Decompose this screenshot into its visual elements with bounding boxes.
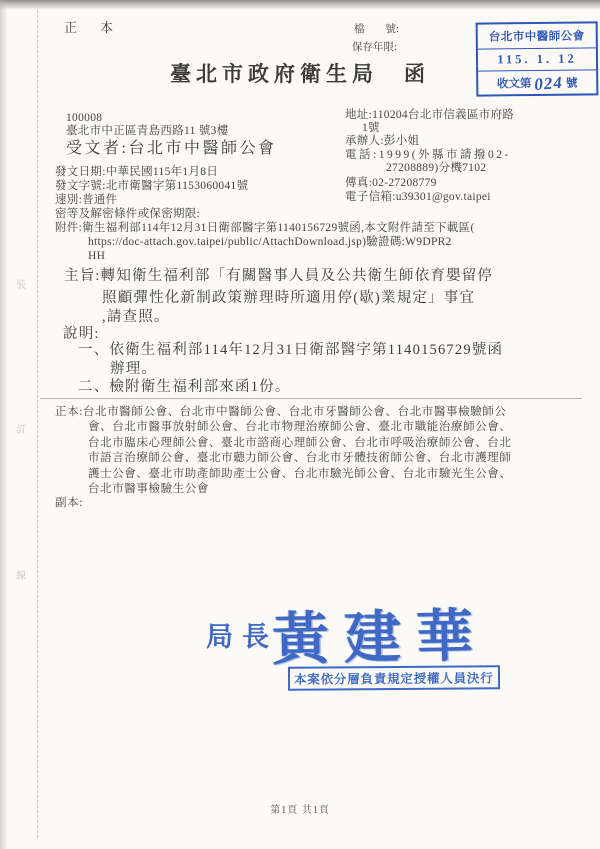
binding-mark: 線 — [16, 571, 26, 582]
stamp-receipt-prefix: 收文第 — [496, 77, 532, 90]
scan-edge-left — [0, 0, 8, 849]
attachment-line: https://doc-attach.gov.taipei/public/AttachDownload.jsp)驗證碼:W9DPR2 — [88, 236, 452, 248]
explanation-item: 二、檢附衛生福利部來函1份。 — [78, 379, 291, 395]
signer-title: 局長 — [206, 622, 278, 652]
scan-edge-top — [0, 0, 600, 10]
attachment-line: 附件:衛生福利部114年12月31日衛部醫字第1140156729號函,本文附件請至下載區( — [55, 222, 475, 234]
sender-address-line2: 1號 — [362, 122, 380, 134]
section-divider — [40, 398, 582, 399]
original-recipients-line: 會、台北市醫事放射師公會、台北市物理治療師公會、臺北市職能治療師公會、 — [88, 421, 512, 433]
document-title: 臺北市政府衛生局 函 — [170, 62, 430, 86]
doc-number-line: 發文字號:北市衛醫字第1153060041號 — [55, 180, 249, 192]
security-class-line: 密等及解密條件或保密期限: — [55, 208, 201, 220]
signer-name-stamp: 黃建華 — [271, 604, 489, 673]
copy-recipients-label: 副本: — [55, 497, 83, 509]
sender-address-line1: 地址:110204台北市信義區市府路 — [345, 109, 515, 121]
binding-mark: 裝 — [16, 280, 26, 291]
binding-mark: 訂 — [16, 425, 26, 436]
original-recipients-line: 台北市臨床心理師公會、臺北市諮商心理師公會、台北市呼吸治療師公會、台北 — [88, 437, 512, 449]
subject-line: ,請查照。 — [102, 309, 170, 325]
copy-type-label: 正 本 — [64, 20, 119, 35]
speed-class-line: 速別:普通件 — [55, 194, 118, 206]
original-recipients-line: 市語言治療師公會、臺北市聽力師公會、台北市牙體技術師公會、台北市護理師 — [88, 452, 512, 464]
receipt-stamp — [476, 21, 599, 96]
sender-email: 電子信箱:u39301@gov.taipei — [345, 191, 491, 203]
explanation-item-continuation: 辦理。 — [110, 361, 158, 377]
stamp-receipt-number: 024 — [533, 72, 564, 94]
authorization-note-stamp: 本案依分層負責規定授權人員決行 — [288, 665, 500, 690]
file-number-label: 檔 號: — [354, 24, 399, 35]
stamp-organization: 台北市中醫師公會 — [488, 30, 585, 44]
original-recipients-line: 正本:台北市醫師公會、台北市中醫師公會、台北市牙醫師公會、台北市醫事檢驗師公 — [55, 406, 507, 418]
sender-fax: 傳真:02-27208779 — [345, 177, 437, 189]
sender-contact-person: 承辦人:彭小姐 — [345, 135, 420, 147]
page-number-footer: 第1頁 共1頁 — [270, 805, 330, 816]
original-recipients-line: 護士公會、臺北市助產師助產士公會、台北市驗光師公會、台北市驗光生公會、 — [88, 468, 512, 480]
issue-date-line: 發文日期:中華民國115年1月8日 — [55, 166, 219, 178]
sender-phone-line2: 27208889)分機7102 — [386, 162, 487, 174]
stamp-receipt-number-line — [478, 69, 596, 94]
original-recipients-line: 台北市醫事檢驗生公會 — [88, 483, 209, 495]
binding-dotted-line — [37, 10, 38, 838]
stamp-date: 115. 1. 12 — [478, 47, 596, 70]
stamp-receipt-suffix: 號 — [565, 77, 578, 90]
sender-phone-line1: 電話:1999(外縣市請撥02- — [345, 149, 511, 161]
recipient-name-line: 受文者:台北市中醫師公會 — [66, 140, 277, 157]
recipient-postal-code: 100008 — [66, 112, 103, 124]
retention-period-label: 保存年限: — [352, 42, 397, 53]
attachment-line: HH — [88, 250, 106, 262]
subject-line: 照顧彈性化新制政策辦理時所適用停(歇)業規定」事宜 — [102, 290, 476, 306]
explanation-label: 說明: — [63, 326, 100, 342]
recipient-address: 臺北市中正區青島西路11 號3樓 — [66, 125, 229, 137]
subject-line: 主旨:轉知衛生福利部「有關醫事人員及公共衛生師依育嬰留停 — [64, 268, 494, 284]
explanation-item: 一、依衛生福利部114年12月31日衛部醫字第1140156729號函 — [78, 342, 504, 358]
